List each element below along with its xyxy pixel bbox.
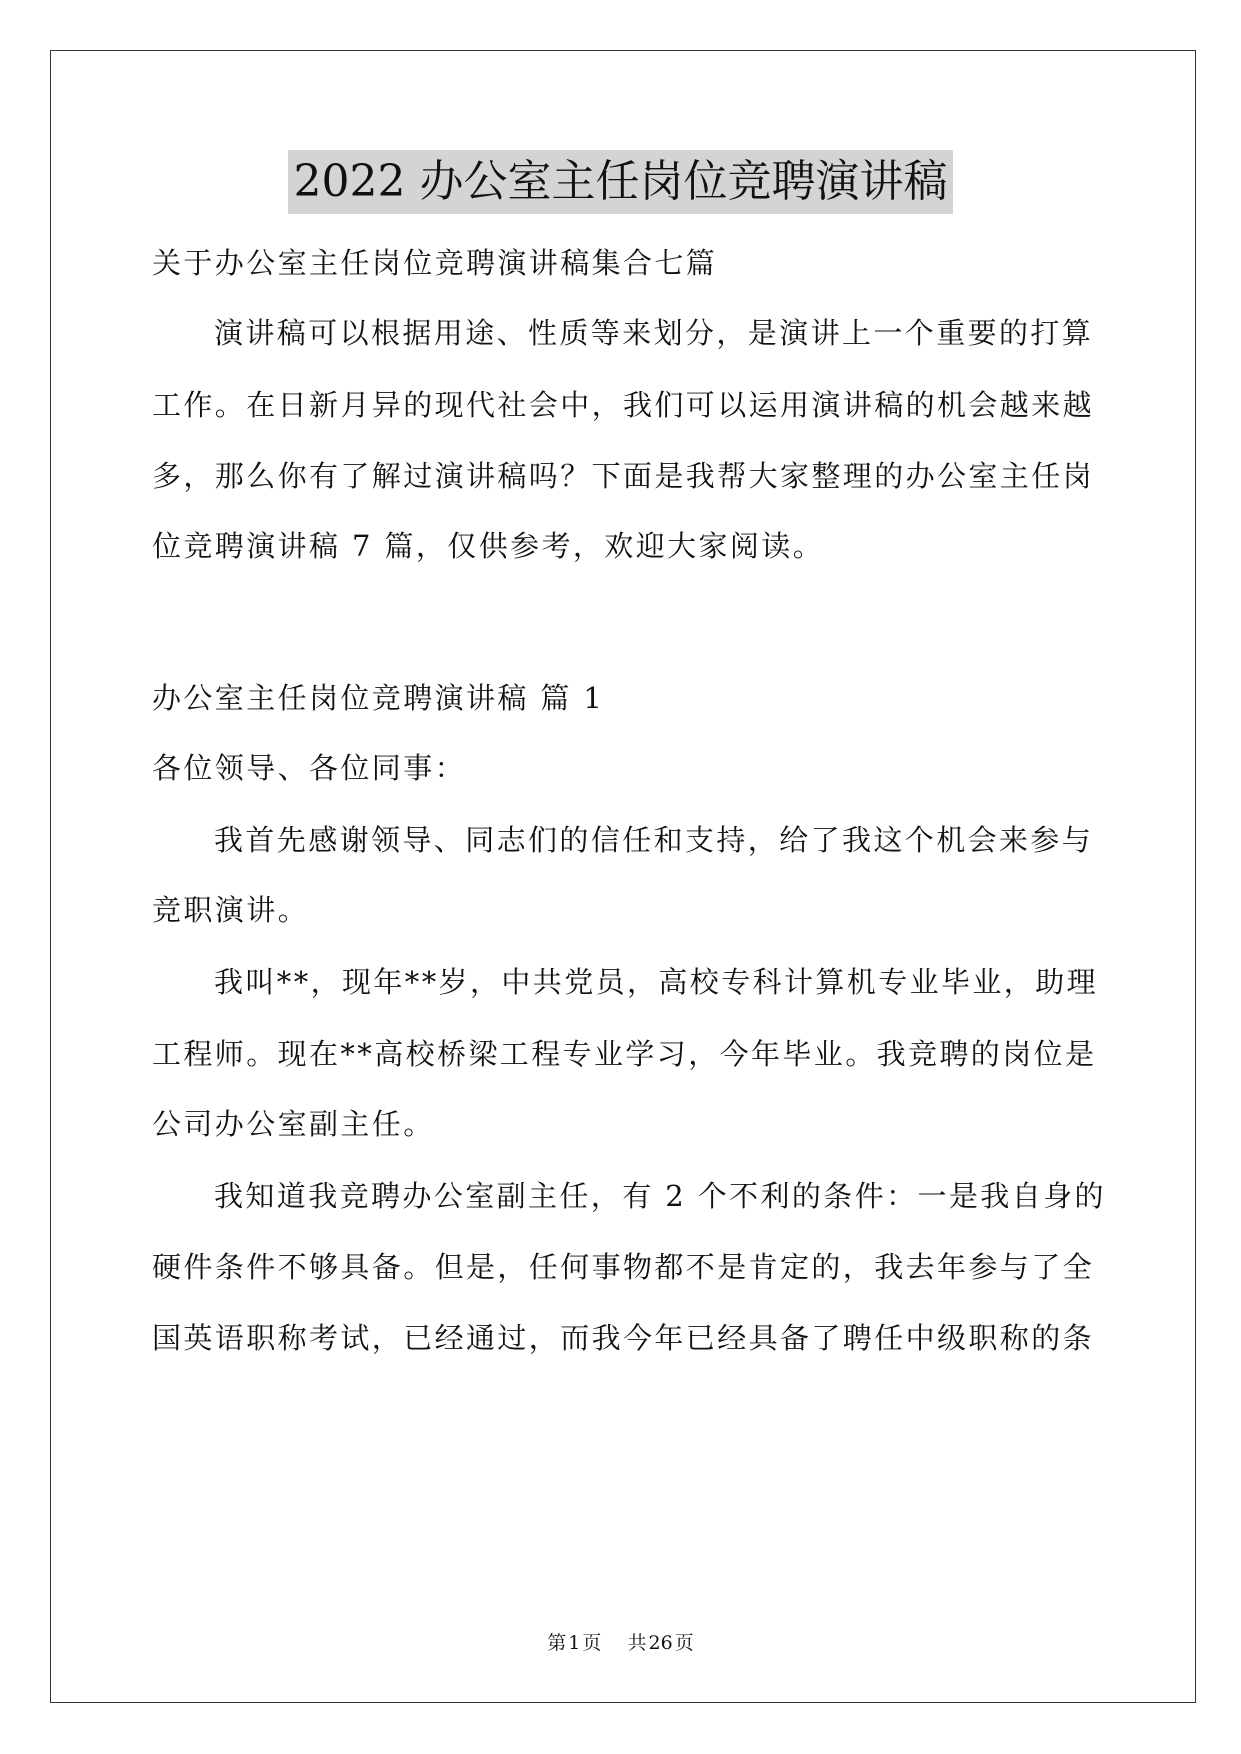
- paragraph-line: 国英语职称考试，已经通过，而我今年已经具备了聘任中级职称的条: [152, 1321, 1095, 1355]
- section-heading: 办公室主任岗位竞聘演讲稿 篇 1: [152, 681, 605, 715]
- page-border: [50, 50, 1196, 1703]
- page-number: 1: [568, 1632, 581, 1654]
- title-wrap: [0, 150, 1241, 214]
- paragraph-line: 我知道我竞聘办公室副主任，有 2 个不利的条件：一是我自身的: [214, 1179, 1106, 1213]
- paragraph-line: 我首先感谢领导、同志们的信任和支持，给了我这个机会来参与: [214, 823, 1094, 857]
- total-suffix: 页: [674, 1632, 694, 1654]
- paragraph-line: 工程师。现在**高校桥梁工程专业学习，今年毕业。我竞聘的岗位是: [152, 1037, 1097, 1071]
- paragraph-line: 我叫**，现年**岁，中共党员，高校专科计算机专业毕业，助理: [214, 965, 1099, 999]
- document-title: 2022 办公室主任岗位竞聘演讲稿: [288, 150, 954, 214]
- document-subtitle: 关于办公室主任岗位竞聘演讲稿集合七篇: [152, 246, 718, 280]
- paragraph-line: 公司办公室副主任。: [152, 1107, 435, 1141]
- page-prefix: 第: [547, 1632, 567, 1654]
- page-footer: [0, 1630, 1241, 1656]
- paragraph-line: 多，那么你有了解过演讲稿吗？下面是我帮大家整理的办公室主任岗: [152, 459, 1095, 493]
- page-suffix: 页: [582, 1632, 602, 1654]
- paragraph-line: 硬件条件不够具备。但是，任何事物都不是肯定的，我去年参与了全: [152, 1250, 1095, 1284]
- salutation: 各位领导、各位同事：: [152, 751, 467, 785]
- paragraph-line: 竞职演讲。: [152, 893, 310, 927]
- paragraph-line: 演讲稿可以根据用途、性质等来划分，是演讲上一个重要的打算: [214, 316, 1094, 350]
- paragraph-line: 工作。在日新月异的现代社会中，我们可以运用演讲稿的机会越来越: [152, 388, 1095, 422]
- total-prefix: 共: [627, 1632, 647, 1654]
- total-pages: 26: [648, 1632, 673, 1654]
- paragraph-line: 位竞聘演讲稿 7 篇，仅供参考，欢迎大家阅读。: [152, 529, 825, 563]
